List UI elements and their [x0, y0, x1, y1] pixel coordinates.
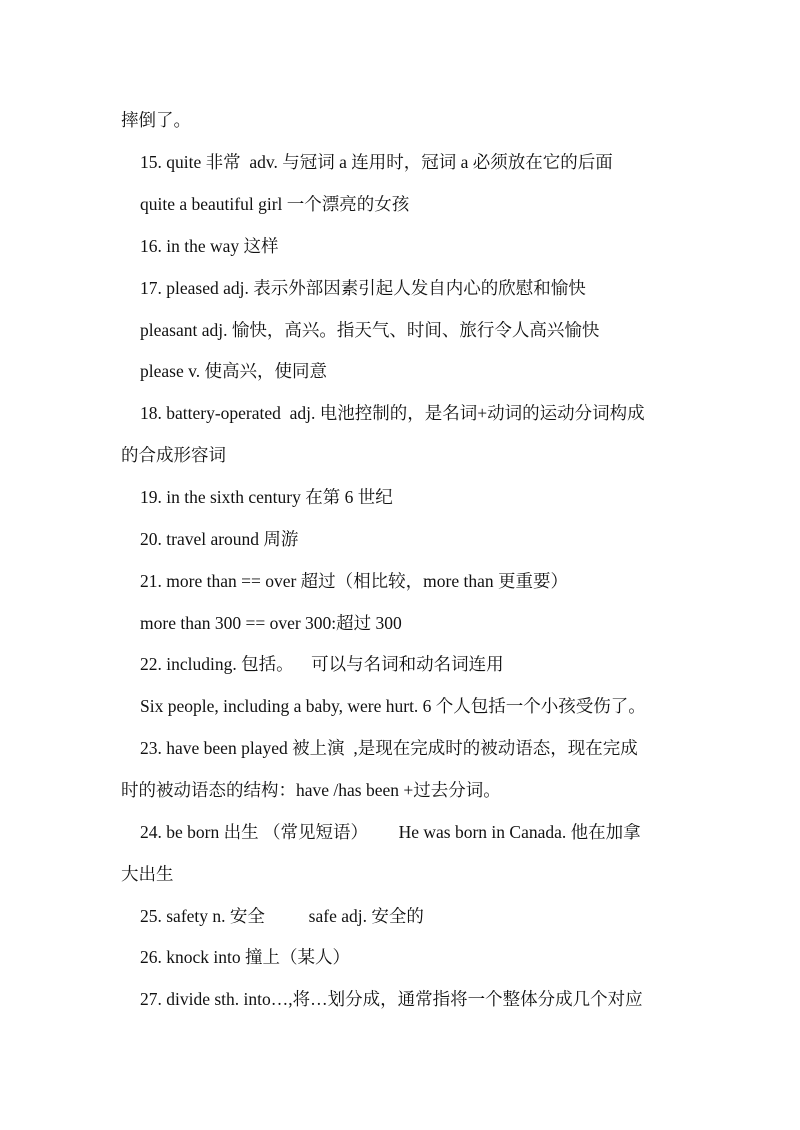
text-line: 18. battery-operated adj. 电池控制的，是名词+动词的运动分词构成 — [140, 403, 645, 423]
text-line: 摔倒了。 — [121, 110, 191, 130]
text-line: Six people, including a baby, were hurt. 6 个人包括一个小孩受伤了。 — [140, 696, 646, 716]
text-line: 的合成形容词 — [121, 445, 226, 465]
text-line: pleasant adj. 愉快，高兴。指天气、时间、旅行令人高兴愉快 — [140, 320, 600, 340]
text-line: 时的被动语态的结构：have /has been +过去分词。 — [121, 780, 501, 800]
text-line: 21. more than == over 超过（相比较，more than 更重要） — [140, 571, 569, 591]
text-line: 24. be born 出生 （常见短语） He was born in Canada. 他在加拿 — [140, 822, 641, 842]
text-line: 大出生 — [121, 864, 174, 884]
text-line: 27. divide sth. into…,将…划分成，通常指将一个整体分成几个对应 — [140, 989, 643, 1009]
text-line: 25. safety n. 安全 safe adj. 安全的 — [140, 906, 424, 926]
text-line: 20. travel around 周游 — [140, 529, 299, 549]
text-line: quite a beautiful girl 一个漂亮的女孩 — [140, 194, 410, 214]
text-line: 17. pleased adj. 表示外部因素引起人发自内心的欣慰和愉快 — [140, 278, 586, 298]
text-line: 16. in the way 这样 — [140, 236, 279, 256]
text-line: please v. 使高兴，使同意 — [140, 361, 327, 381]
text-line: more than 300 == over 300:超过 300 — [140, 613, 402, 633]
text-line: 15. quite 非常 adv. 与冠词 a 连用时，冠词 a 必须放在它的后面 — [140, 152, 613, 172]
text-line: 23. have been played 被上演 ,是现在完成时的被动语态，现在完成 — [140, 738, 638, 758]
text-line: 26. knock into 撞上（某人） — [140, 947, 350, 967]
text-line: 19. in the sixth century 在第 6 世纪 — [140, 487, 393, 507]
text-line: 22. including. 包括。 可以与名词和动名词连用 — [140, 654, 504, 674]
